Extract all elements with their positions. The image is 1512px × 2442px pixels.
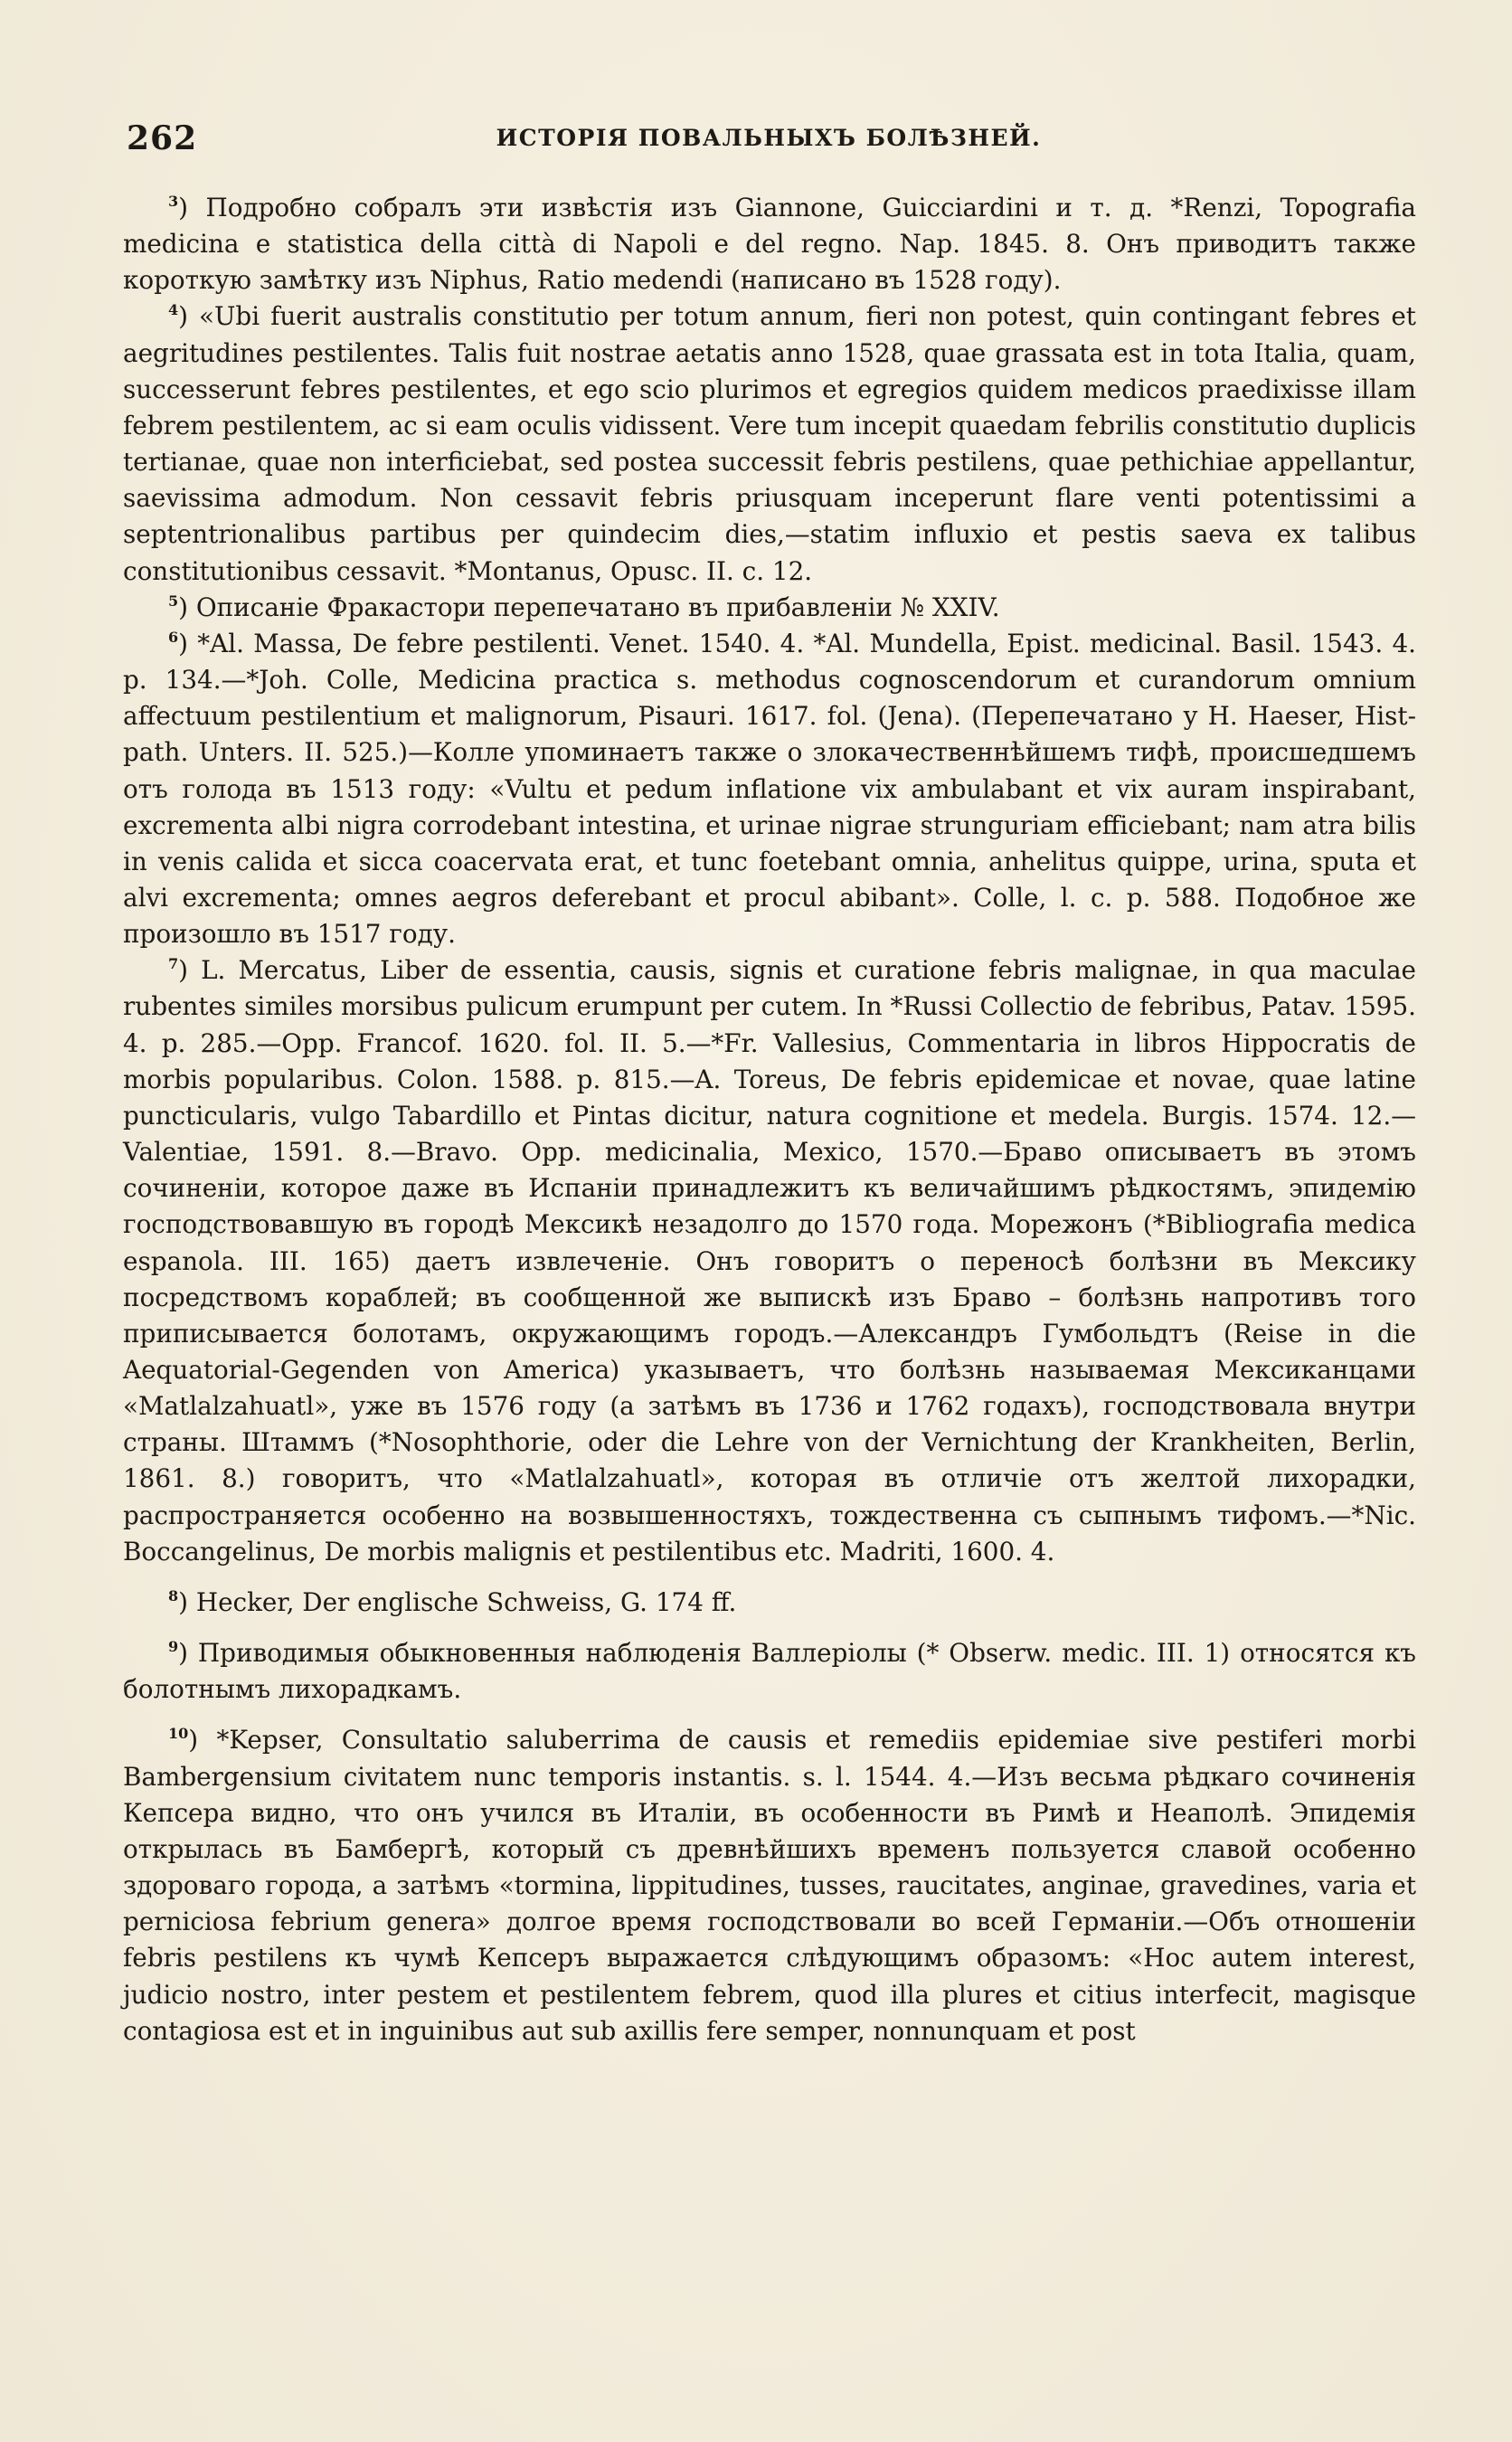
footnote-text: *Kepser, Consultatio saluberrima de causis et remediis epidemiae sive pestiferi morbi Bambergensium civitatem nunc temporis instantis. s. l. 1544. 4.—Изъ весьма рѣдкаго сочиненія Кепсера видно, что онъ учился въ Италіи, въ особенности въ Римѣ и Неаполѣ. Эпидемія открылась въ Бамбергѣ, который съ древнѣйшихъ временъ пользуется славой особенно здороваго города, а затѣмъ «tormina, lippitudines, tusses, raucitates, anginae, gravedines, varia et perniciosa febrium genera» долгое время господствовали во всей Германіи.—Объ отношеніи febris pestilens къ чумѣ Кепсеръ выражается слѣдующимъ образомъ: «Hoc autem interest, judicio nostro, inter pestem et pestilentem febrem, quod illa plures et citius interfecit, magisque contagiosa est et in inguinibus aut sub axillis fere semper, nonnunquam et post (123, 1725, 1417, 2046)
page-number: 262 (127, 119, 198, 157)
footnote-text: «Ubi fuerit australis constitutio per totum annum, fieri non potest, quin contingant febres et aegritudines pestilentes. Talis fuit nostrae aetatis anno 1528, quae grassata est in tota Italia, quam, successerunt febres pestilentes, et ego scio plurimos et egregios quidem medicos praedixisse illam febrem pestilentem, ac si eam oculis vidissent. Vere tum incepit quaedam febrilis constitutio duplicis tertianae, quae non interficiebat, sed postea successit febris pestilens, quae pethichiae appellantur, saevissima admodum. Non cessavit febris priusquam inceperunt flare venti potentissimi a septentrionalibus partibus per quindecim dies,—statim influxio et pestis saeva ex talibus constitutionibus cessavit. *Montanus, Opusc. II. c. 12. (123, 301, 1416, 586)
running-title: ИСТОРІЯ ПОВАЛЬНЫХЪ БОЛѢЗНЕЙ. (496, 125, 1042, 151)
footnote-7: $^7$) L. Mercatus, Liber de essentia, causis, signis et curatione febris malignae, in qua maculae rubentes similes morsibus pulicum erumpunt per cutem. In *Russi Collectio de febribus, Patav. 1595. 4. p. 285.—Opp. Francof. 1620. fol. II. 5.—*Fr. Vallesius, Commentaria in libros Hippocratis de morbis popularibus. Colon. 1588. p. 815.—A. Toreus, De febris epidemicae et novae, quae latine puncticularis, vulgo Tabardillo et Pintas dicitur, natura cognitione et medela. Burgis. 1574. 12.—Valentiae, 1591. 8.—Bravo. Opp. medicinalia, Mexico, 1570.—Браво описываетъ въ этомъ сочиненіи, которое даже въ Испаніи принадлежитъ къ величайшимъ рѣдкостямъ, эпидемію господствовавшую въ городѣ Мексикѣ незадолго до 1570 года. Морежонъ (*Bibliografia medica espanola. III. 165) даетъ извлеченіе. Онъ говоритъ о переносѣ болѣзни въ Мексику посредствомъ кораблей; въ сообщенной же выпискѣ изъ Браво – болѣзнь напротивъ того приписывается болотамъ, окружающимъ городъ.—Александръ Гумбольдтъ (Reise in die Aequatorial-Gegenden von America) указываетъ, что болѣзнь называемая Мексиканцами «Matlalzahuatl», уже въ 1576 году (а затѣмъ въ 1736 и 1762 годахъ), господствовала внутри страны. Штаммъ (*Nosophthorie, oder die Lehre von der Vernichtung der Krankheiten, Berlin, 1861. 8.) говоритъ, что «Matlalzahuatl», которая въ отличіе отъ желтой лихорадки, распространяется особенно на возвышенностяхъ, тождественна съ сыпнымъ тифомъ.—*Nic. Boccangelinus, De morbis malignis et pestilentibus etc. Madriti, 1600. 4. (123, 955, 1416, 1566)
page-header (127, 119, 1411, 174)
footnote-marker: 3 (168, 193, 179, 210)
footnote-marker: 8 (168, 1586, 179, 1604)
footnote-marker: 9 (168, 1638, 179, 1656)
footnote-marker: 7 (168, 955, 179, 973)
footnote-text: Hecker, Der englische Schweiss, G. 174 ff. (195, 1586, 737, 1617)
footnote-9: $^9$) Приводимыя обыкновенныя наблюденія Валлеріолы (* Obserw. medic. III. 1) относятся къ болотнымъ лихорадкамъ. (123, 1638, 1416, 1705)
footnote-marker: 10 (168, 1725, 189, 1743)
footnote-marker: 5 (168, 592, 179, 610)
footnote-4: $^4$) «Ubi fuerit australis constitutio per totum annum, fieri non potest, quin contingant febres et aegritudines pestilentes. Talis fuit nostrae aetatis anno 1528, quae grassata est in tota Italia, quam, successerunt febres pestilentes, et ego scio plurimos et egregios quidem medicos praedixisse illam febrem pestilentem, ac si eam oculis vidissent. Vere tum incepit quaedam febrilis constitutio duplicis tertianae, quae non interficiebat, sed postea successit febris pestilens, quae pethichiae appellantur, saevissima admodum. Non cessavit febris priusquam inceperunt flare venti potentissimi a septentrionalibus partibus per quindecim dies,—statim influxio et pestis saeva ex talibus constitutionibus cessavit. *Montanus, Opusc. II. c. 12. (123, 301, 1416, 586)
footnote-marker: 4 (168, 301, 179, 319)
footnote-text: Описаніе Фракастори перепечатано въ прибавленіи № XXIV. (195, 592, 1000, 622)
footnotes (123, 190, 1416, 2049)
footnote-text: *Al. Massa, De febre pestilenti. Venet. 1540. 4. *Al. Mundella, Epist. medicinal. Basil. 1543. 4. p. 134.—*Joh. Colle, Medicina practica s. methodus cognoscendorum et curandorum omnium affectuum pestilentium et malignorum, Pisauri. 1617. fol. (Jena). (Перепечатано у H. Haeser, Hist-path. Unters. II. 525.)—Колле упоминаетъ также о злокачественнѣйшемъ тифѣ, происшедшемъ отъ голода въ 1513 году: «Vultu et pedum inflatione vix ambulabant et vix auram inspirabant, excrementa albi nigra corrodebant intestina, et urinae nigrae strunguriam efficiebant; nam atra bilis in venis calida et sicca coacervata erat, et tunc foetebant omnia, anhelitus quippe, urina, sputa et alvi excrementa; omnes aegros deferebant et procul abibant». Colle, l. c. p. 588. Подобное же произошло въ 1517 году. (123, 628, 1416, 950)
footnote-10: $^{10}$) *Kepser, Consultatio saluberrima de causis et remediis epidemiae sive pestiferi morbi Bambergensium civitatem nunc temporis instantis. s. l. 1544. 4.—Изъ весьма рѣдкаго сочиненія Кепсера видно, что онъ учился въ Италіи, въ особенности въ Римѣ и Неаполѣ. Эпидемія открылась въ Бамбергѣ, который съ древнѣйшихъ временъ пользуется славой особенно здороваго города, а затѣмъ «tormina, lippitudines, tusses, raucitates, anginae, gravedines, varia et perniciosa febrium genera» долгое время господствовали во всей Германіи.—Объ отношеніи febris pestilens къ чумѣ Кепсеръ выражается слѣдующимъ образомъ: «Hoc autem interest, judicio nostro, inter pestem et pestilentem febrem, quod illa plures et citius interfecit, magisque contagiosa est et in inguinibus aut sub axillis fere semper, nonnunquam et post (123, 1725, 1417, 2046)
footnote-6: $^6$) *Al. Massa, De febre pestilenti. Venet. 1540. 4. *Al. Mundella, Epist. medicinal. Basil. 1543. 4. p. 134.—*Joh. Colle, Medicina practica s. methodus cognoscendorum et curandorum omnium affectuum pestilentium et malignorum, Pisauri. 1617. fol. (Jena). (Перепечатано у H. Haeser, Hist-path. Unters. II. 525.)—Колле упоминаетъ также о злокачественнѣйшемъ тифѣ, происшедшемъ отъ голода въ 1513 году: «Vultu et pedum inflatione vix ambulabant et vix auram inspirabant, excrementa albi nigra corrodebant intestina, et urinae nigrae strunguriam efficiebant; nam atra bilis in venis calida et sicca coacervata erat, et tunc foetebant omnia, anhelitus quippe, urina, sputa et alvi excrementa; omnes aegros deferebant et procul abibant». Colle, l. c. p. 588. Подобное же произошло въ 1517 году. (123, 628, 1416, 950)
footnote-marker: 6 (168, 628, 179, 646)
footnote-8: $^8$) Hecker, Der englische Schweiss, G. 174 ff. (168, 1586, 737, 1617)
footnote-3: $^3$) Подробно собралъ эти извѣстія изъ Giannone, Guicciardini и т. д. *Renzi, Topografia medicina e statistica della città di Napoli e del regno. Nap. 1845. 8. Онъ приводитъ также короткую замѣтку изъ Niphus, Ratio medendi (написано въ 1528 году). (123, 193, 1416, 296)
footnote-text: L. Mercatus, Liber de essentia, causis, signis et curatione febris malignae, in qua maculae rubentes similes morsibus pulicum erumpunt per cutem. In *Russi Collectio de febribus, Patav. 1595. 4. p. 285.—Opp. Francof. 1620. fol. II. 5.—*Fr. Vallesius, Commentaria in libros Hippocratis de morbis popularibus. Colon. 1588. p. 815.—A. Toreus, De febris epidemicae et novae, quae latine puncticularis, vulgo Tabardillo et Pintas dicitur, natura cognitione et medela. Burgis. 1574. 12.—Valentiae, 1591. 8.—Bravo. Opp. medicinalia, Mexico, 1570.—Браво описываетъ въ этомъ сочиненіи, которое даже въ Испаніи принадлежитъ къ величайшимъ рѣдкостямъ, эпидемію господствовавшую въ городѣ Мексикѣ незадолго до 1570 года. Морежонъ (*Bibliografia medica espanola. III. 165) даетъ извлеченіе. Онъ говоритъ о переносѣ болѣзни въ Мексику посредствомъ кораблей; въ сообщенной же выпискѣ изъ Браво – болѣзнь напротивъ того приписывается болотамъ, окружающимъ городъ.—Александръ Гумбольдтъ (Reise in die Aequatorial-Gegenden von America) указываетъ, что болѣзнь называемая Мексиканцами «Matlalzahuatl», уже въ 1576 году (а затѣмъ въ 1736 и 1762 годахъ), господствовала внутри страны. Штаммъ (*Nosophthorie, oder die Lehre von der Vernichtung der Krankheiten, Berlin, 1861. 8.) говоритъ, что «Matlalzahuatl», которая въ отличіе отъ желтой лихорадки, распространяется особенно на возвышенностяхъ, тождественна съ сыпнымъ тифомъ.—*Nic. Boccangelinus, De morbis malignis et pestilentibus etc. Madriti, 1600. 4. (123, 955, 1416, 1566)
footnote-5: $^5$) Описаніе Фракастори перепечатано въ прибавленіи № XXIV. (168, 592, 1000, 622)
footnote-text: Приводимыя обыкновенныя наблюденія Валлеріолы (* Obserw. medic. III. 1) относятся къ болотнымъ лихорадкамъ. (123, 1638, 1416, 1705)
footnote-text: Подробно собралъ эти извѣстія изъ Giannone, Guicciardini и т. д. *Renzi, Topografia medicina e statistica della città di Napoli e del regno. Nap. 1845. 8. Онъ приводитъ также короткую замѣтку изъ Niphus, Ratio medendi (написано въ 1528 году). (123, 193, 1416, 296)
